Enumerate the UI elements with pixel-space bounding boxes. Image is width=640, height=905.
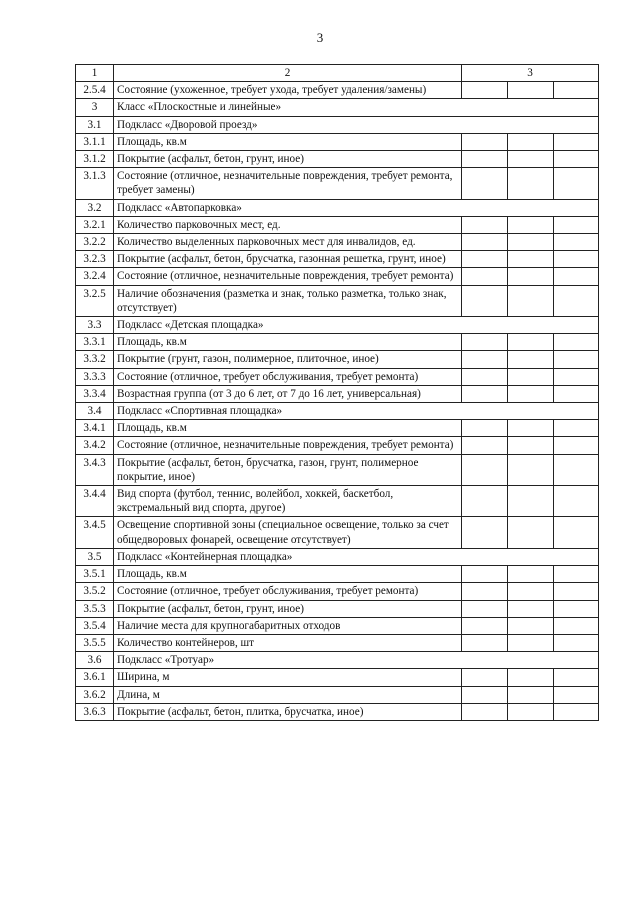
row-description: Вид спорта (футбол, теннис, волейбол, хоккей, баскетбол, экстремальный вид спорта, другое): [114, 486, 462, 517]
row-number: 3.4.2: [76, 437, 114, 454]
table-row: [76, 566, 599, 583]
row-number: 3.5.5: [76, 634, 114, 651]
row-description: Ширина, м: [114, 669, 462, 686]
value-cell-1[interactable]: [462, 334, 508, 351]
table-row: [76, 703, 599, 720]
table-row: [76, 334, 599, 351]
header-col-3: 3: [462, 65, 599, 82]
value-cell-2[interactable]: [508, 334, 554, 351]
value-cell-3[interactable]: [554, 583, 599, 600]
table-section-row: [76, 403, 599, 420]
row-description: Подкласс «Детская площадка»: [114, 317, 599, 334]
table-row: [76, 268, 599, 285]
row-number: 3.2.2: [76, 234, 114, 251]
table-row: [76, 420, 599, 437]
row-description: Подкласс «Дворовой проезд»: [114, 116, 599, 133]
value-cell-1[interactable]: [462, 168, 508, 199]
value-cell-3[interactable]: [554, 437, 599, 454]
row-number: 3.4: [76, 403, 114, 420]
row-number: 3: [76, 99, 114, 116]
value-cell-1[interactable]: [462, 669, 508, 686]
row-number: 2.5.4: [76, 82, 114, 99]
value-cell-3[interactable]: [554, 368, 599, 385]
row-description: Покрытие (асфальт, бетон, плитка, брусчатка, иное): [114, 703, 462, 720]
row-number: 3.5: [76, 548, 114, 565]
value-cell-2[interactable]: [508, 268, 554, 285]
row-description: Возрастная группа (от 3 до 6 лет, от 7 до 16 лет, универсальная): [114, 385, 462, 402]
value-cell-1[interactable]: [462, 454, 508, 485]
value-cell-2[interactable]: [508, 385, 554, 402]
row-number: 3.4.1: [76, 420, 114, 437]
row-number: 3.3.3: [76, 368, 114, 385]
value-cell-1[interactable]: [462, 583, 508, 600]
table-row: [76, 385, 599, 402]
table-row: [76, 368, 599, 385]
value-cell-1[interactable]: [462, 351, 508, 368]
value-cell-1[interactable]: [462, 437, 508, 454]
row-description: Наличие места для крупногабаритных отходов: [114, 617, 462, 634]
value-cell-2[interactable]: [508, 517, 554, 548]
row-description: Покрытие (асфальт, бетон, брусчатка, газон, грунт, полимерное покрытие, иное): [114, 454, 462, 485]
value-cell-3[interactable]: [554, 251, 599, 268]
value-cell-1[interactable]: [462, 703, 508, 720]
value-cell-3[interactable]: [554, 454, 599, 485]
row-description: Площадь, кв.м: [114, 133, 462, 150]
value-cell-2[interactable]: [508, 634, 554, 651]
value-cell-3[interactable]: [554, 168, 599, 199]
table-body: [76, 82, 599, 721]
row-description: Площадь, кв.м: [114, 334, 462, 351]
row-number: 3.3: [76, 317, 114, 334]
row-description: Состояние (отличное, требует обслуживания, требует ремонта): [114, 368, 462, 385]
value-cell-3[interactable]: [554, 268, 599, 285]
row-number: 3.6: [76, 652, 114, 669]
table-row: [76, 634, 599, 651]
value-cell-2[interactable]: [508, 168, 554, 199]
row-number: 3.1.1: [76, 133, 114, 150]
table-row: [76, 251, 599, 268]
value-cell-1[interactable]: [462, 686, 508, 703]
table-section-row: [76, 652, 599, 669]
value-cell-2[interactable]: [508, 703, 554, 720]
value-cell-2[interactable]: [508, 285, 554, 316]
row-number: 3.6.3: [76, 703, 114, 720]
value-cell-3[interactable]: [554, 334, 599, 351]
row-number: 3.4.4: [76, 486, 114, 517]
value-cell-2[interactable]: [508, 82, 554, 99]
table-row: [76, 168, 599, 199]
table-header-row: [76, 65, 599, 82]
value-cell-2[interactable]: [508, 133, 554, 150]
value-cell-3[interactable]: [554, 351, 599, 368]
value-cell-1[interactable]: [462, 82, 508, 99]
table-row: [76, 617, 599, 634]
value-cell-2[interactable]: [508, 437, 554, 454]
table-row: [76, 686, 599, 703]
value-cell-1[interactable]: [462, 420, 508, 437]
value-cell-1[interactable]: [462, 285, 508, 316]
value-cell-3[interactable]: [554, 420, 599, 437]
row-number: 3.5.4: [76, 617, 114, 634]
row-description: Состояние (отличное, незначительные повреждения, требует ремонта): [114, 268, 462, 285]
row-number: 3.2.1: [76, 216, 114, 233]
row-number: 3.2: [76, 199, 114, 216]
row-description: Покрытие (грунт, газон, полимерное, плиточное, иное): [114, 351, 462, 368]
value-cell-1[interactable]: [462, 486, 508, 517]
value-cell-3[interactable]: [554, 151, 599, 168]
value-cell-3[interactable]: [554, 385, 599, 402]
table-row: [76, 133, 599, 150]
value-cell-1[interactable]: [462, 600, 508, 617]
value-cell-3[interactable]: [554, 285, 599, 316]
value-cell-2[interactable]: [508, 420, 554, 437]
value-cell-1[interactable]: [462, 268, 508, 285]
row-description: Подкласс «Спортивная площадка»: [114, 403, 599, 420]
value-cell-2[interactable]: [508, 234, 554, 251]
row-number: 3.2.5: [76, 285, 114, 316]
row-description: Подкласс «Автопарковка»: [114, 199, 599, 216]
row-description: Количество контейнеров, шт: [114, 634, 462, 651]
row-description: Количество парковочных мест, ед.: [114, 216, 462, 233]
table-row: [76, 517, 599, 548]
table-section-row: [76, 548, 599, 565]
value-cell-2[interactable]: [508, 486, 554, 517]
row-description: Состояние (отличное, незначительные повреждения, требует ремонта): [114, 437, 462, 454]
row-number: 3.5.2: [76, 583, 114, 600]
value-cell-2[interactable]: [508, 368, 554, 385]
value-cell-1[interactable]: [462, 566, 508, 583]
row-description: Подкласс «Контейнерная площадка»: [114, 548, 599, 565]
row-number: 3.3.4: [76, 385, 114, 402]
row-description: Покрытие (асфальт, бетон, грунт, иное): [114, 151, 462, 168]
row-description: Наличие обозначения (разметка и знак, только разметка, только знак, отсутствует): [114, 285, 462, 316]
value-cell-2[interactable]: [508, 669, 554, 686]
row-number: 3.5.3: [76, 600, 114, 617]
page-number: 3: [316, 30, 324, 45]
value-cell-3[interactable]: [554, 703, 599, 720]
value-cell-1[interactable]: [462, 216, 508, 233]
table-row: [76, 285, 599, 316]
table-row: [76, 454, 599, 485]
row-description: Покрытие (асфальт, бетон, грунт, иное): [114, 600, 462, 617]
value-cell-1[interactable]: [462, 517, 508, 548]
value-cell-3[interactable]: [554, 600, 599, 617]
row-number: 3.6.1: [76, 669, 114, 686]
table-row: [76, 151, 599, 168]
row-number: 3.5.1: [76, 566, 114, 583]
table-row: [76, 234, 599, 251]
table-section-row: [76, 317, 599, 334]
row-number: 3.6.2: [76, 686, 114, 703]
value-cell-2[interactable]: [508, 600, 554, 617]
row-number: 3.1.3: [76, 168, 114, 199]
row-description: Состояние (отличное, незначительные повреждения, требует ремонта, требует замены): [114, 168, 462, 199]
row-number: 3.4.3: [76, 454, 114, 485]
value-cell-3[interactable]: [554, 133, 599, 150]
value-cell-2[interactable]: [508, 251, 554, 268]
value-cell-2[interactable]: [508, 454, 554, 485]
row-description: Покрытие (асфальт, бетон, брусчатка, газонная решетка, грунт, иное): [114, 251, 462, 268]
value-cell-3[interactable]: [554, 634, 599, 651]
row-description: Подкласс «Тротуар»: [114, 652, 599, 669]
value-cell-1[interactable]: [462, 234, 508, 251]
table-row: [76, 437, 599, 454]
value-cell-2[interactable]: [508, 151, 554, 168]
row-number: 3.4.5: [76, 517, 114, 548]
value-cell-3[interactable]: [554, 566, 599, 583]
value-cell-3[interactable]: [554, 216, 599, 233]
row-description: Количество выделенных парковочных мест для инвалидов, ед.: [114, 234, 462, 251]
value-cell-2[interactable]: [508, 566, 554, 583]
value-cell-2[interactable]: [508, 617, 554, 634]
row-number: 3.2.3: [76, 251, 114, 268]
value-cell-3[interactable]: [554, 617, 599, 634]
table-section-row: [76, 99, 599, 116]
value-cell-3[interactable]: [554, 234, 599, 251]
value-cell-1[interactable]: [462, 368, 508, 385]
table-row: [76, 216, 599, 233]
table-row: [76, 669, 599, 686]
value-cell-3[interactable]: [554, 486, 599, 517]
table-section-row: [76, 116, 599, 133]
table-section-row: [76, 199, 599, 216]
table-row: [76, 82, 599, 99]
row-number: 3.1.2: [76, 151, 114, 168]
table-row: [76, 600, 599, 617]
value-cell-2[interactable]: [508, 216, 554, 233]
row-description: Площадь, кв.м: [114, 566, 462, 583]
header-col-2: 2: [114, 65, 462, 82]
row-number: 3.3.2: [76, 351, 114, 368]
value-cell-2[interactable]: [508, 583, 554, 600]
value-cell-2[interactable]: [508, 686, 554, 703]
attributes-table: [75, 64, 599, 721]
row-description: Состояние (отличное, требует обслуживания, требует ремонта): [114, 583, 462, 600]
value-cell-3[interactable]: [554, 686, 599, 703]
row-description: Состояние (ухоженное, требует ухода, требует удаления/замены): [114, 82, 462, 99]
value-cell-1[interactable]: [462, 251, 508, 268]
value-cell-1[interactable]: [462, 133, 508, 150]
table-row: [76, 486, 599, 517]
row-number: 3.3.1: [76, 334, 114, 351]
value-cell-1[interactable]: [462, 385, 508, 402]
row-description: Площадь, кв.м: [114, 420, 462, 437]
value-cell-2[interactable]: [508, 351, 554, 368]
table-row: [76, 583, 599, 600]
row-number: 3.1: [76, 116, 114, 133]
value-cell-3[interactable]: [554, 517, 599, 548]
row-description: Длина, м: [114, 686, 462, 703]
row-number: 3.2.4: [76, 268, 114, 285]
header-col-1: 1: [76, 65, 114, 82]
value-cell-1[interactable]: [462, 617, 508, 634]
value-cell-1[interactable]: [462, 151, 508, 168]
row-description: Класс «Плоскостные и линейные»: [114, 99, 599, 116]
value-cell-3[interactable]: [554, 669, 599, 686]
table-row: [76, 351, 599, 368]
row-description: Освещение спортивной зоны (специальное освещение, только за счет общедворовых фонарей, освещение отсутствует): [114, 517, 462, 548]
value-cell-1[interactable]: [462, 634, 508, 651]
value-cell-3[interactable]: [554, 82, 599, 99]
